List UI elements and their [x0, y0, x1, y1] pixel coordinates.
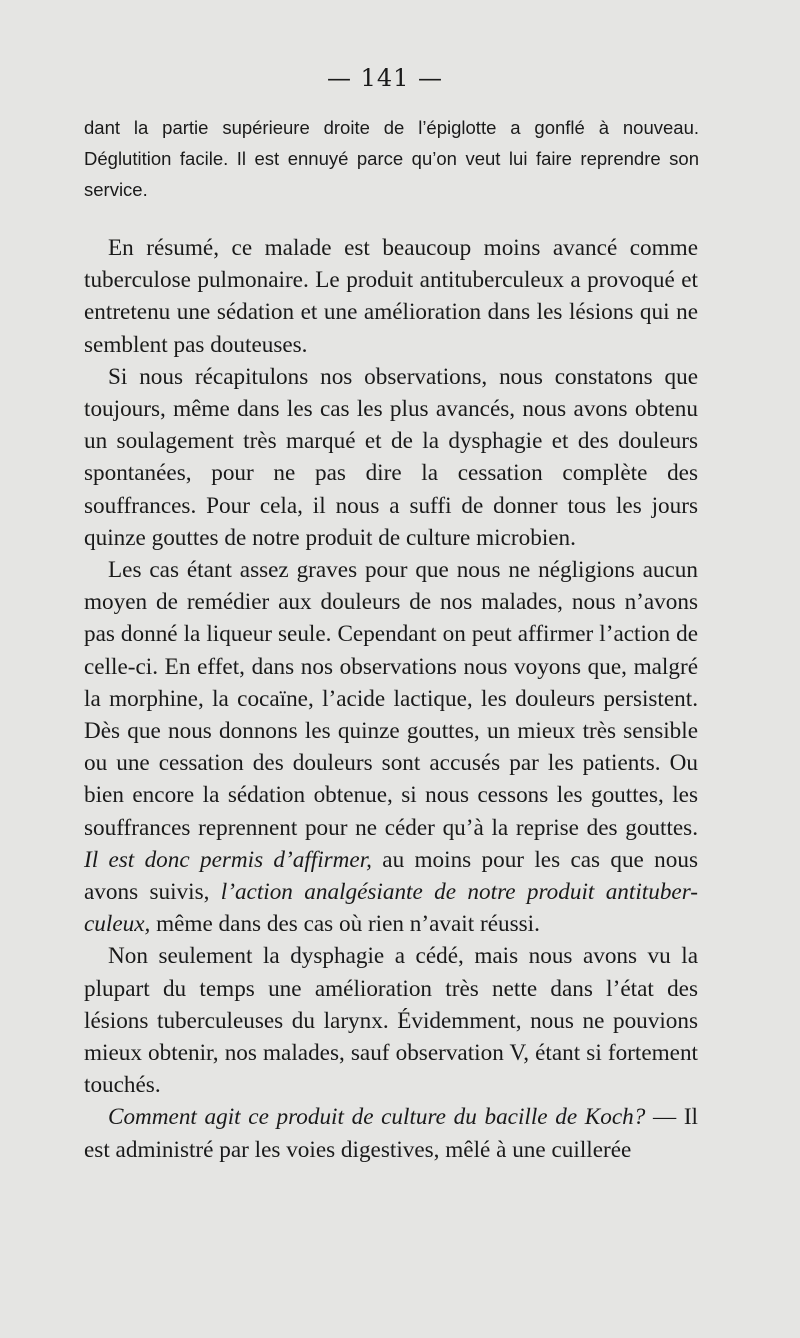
paragraph-text: — Il est administré par les voies digestives, mêlé à une cuillerée [84, 1104, 699, 1163]
page-number: — 141 — [326, 64, 444, 92]
paragraph-observations: Si nous récapitulons nos observations, nous constatons que toujours, même dans les cas les plus avancés, nous avons obtenu un soulagement très marqué et de la dysphagie et des douleurs spontanées, pour ne pas dire la cessation complète des souffrances. Pour cela, il nous a suffi de donner tous les jours quinze gouttes de notre produit de culture microbien. [84, 363, 698, 551]
italic-phrase: l’action analgésiante de notre produit antituber-culeux, [84, 879, 698, 938]
italic-question: Comment agit ce produit de culture du bacille de Koch? [108, 1104, 646, 1131]
paragraph-analgesic-action [84, 554, 698, 940]
paragraph-text: même dans des cas où rien n’avait réussi. [150, 911, 540, 938]
paragraph-question [84, 1101, 698, 1165]
paragraph-summary: En résumé, ce malade est beaucoup moins avancé comme tuberculose pulmonaire. Le produit antituberculeux a provoqué et entretenu une sédation et une amélioration dans les lésions qui ne semblent pas douteuses. [84, 235, 698, 358]
paragraph-dysphagia: Non seulement la dysphagie a cédé, mais nous avons vu la plupart du temps une amélioration très nette dans l’état des lésions tuberculeuses du larynx. Évidemment, nous ne pouvions mieux obtenir, nos malades, sauf observation V, étant si fortement touchés. [84, 943, 698, 1099]
italic-phrase: Il est donc permis d’affirmer, [84, 846, 372, 873]
paragraph-text: Les cas étant assez graves pour que nous ne négligions aucun moyen de remédier aux douleurs de nos malades, nous n’avons pas donné la liqueur seule. Cependant on peut affirmer l’action de celle-ci. En effet, dans nos observations nous voyons que, malgré la morphine, la cocaïne, l’acide lactique, les douleurs persistent. Dès que nous donnons les quinze gouttes, un mieux très sensible ou une cessation des douleurs sont accusés par les patients. Ou bien encore la sédation obtenue, si nous cessons les gouttes, les souffrances reprennent pour ne céder qu’à la reprise des gouttes. [84, 557, 698, 841]
paragraph-text: au moins pour les cas que nous avons suivis, [84, 846, 698, 906]
main-text [84, 232, 698, 1166]
observation-note: dant la partie supérieure droite de l’épiglotte a gonflé à nouveau. Déglutition facile. Il est ennuyé parce qu’on veut lui faire reprendre son service. [84, 117, 699, 200]
